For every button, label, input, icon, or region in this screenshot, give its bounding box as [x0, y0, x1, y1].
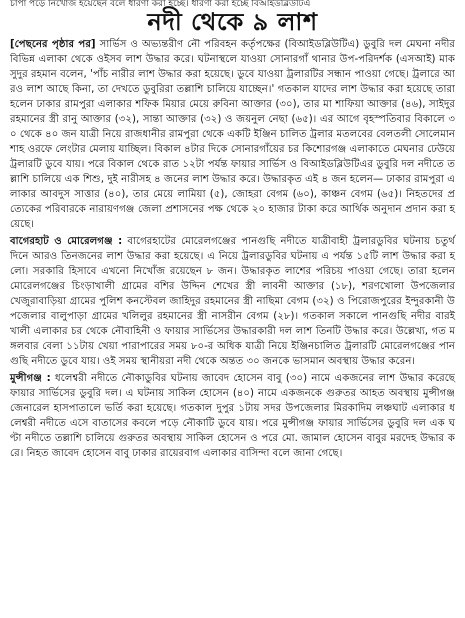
- paragraph-text: ধলেশ্বরী নদীতে নৌকাডুবির ঘটনায় জাবেদ হোসেন বাবু (৩০) নামে একজনের লাশ উদ্ধার করেছে ফায়ার সার্ভিসের ডুবুরি দল। এ ঘটনায় সাকিল হোসেন (৪০) নামে একজনকে গুরুতর আহত অবস্থায় মুন্সীগঞ্জ জেনারেল হাসপাতালে ভর্তি করা হয়েছে। গতকাল দুপুর ১টায় সদর উপজেলার মিরকাদিম লঞ্চঘাট এলাকার ধলেশ্বরী নদীতে এসে বাতাসের কবলে পড়ে নৌকাটি ডুবে যায়। পরে মুন্সীগঞ্জ ফায়ার সার্ভিসের ডুবুরি দল এক ঘণ্টা নদীতে তল্লাশি চালিয়ে গুরুতর অবস্থায় সাকিল হোসেন ও পরে মো. জামাল হোসেন বাবুর মরদেহ উদ্ধার করে। নিহত জাবেদ হোসেন বাবু ঢাকার রায়েরবাগ এলাকার বাসিন্দা বলে জানা গেছে।: [10, 373, 455, 459]
- paragraph-bagerhat: [10, 234, 455, 369]
- paragraph-continued: [10, 37, 455, 232]
- headline: নদী থেকে ৯ লাশ: [147, 8, 318, 36]
- dateline-bagerhat: বাগেরহাট ও মোরেলগঞ্জ :: [10, 236, 123, 247]
- continued-tag: [পেছনের পৃষ্ঠার পর]: [10, 39, 96, 50]
- top-cut-text: চাপা পড়ে নিখোঁজ হয়েছেন বলে ধারণা করা হচ্ছে। ধারণা করা হচ্ছে বিআইডব্লিউটিএ: [10, 0, 311, 7]
- paragraph-munshiganj: [10, 371, 455, 461]
- paragraph-text: বাগেরহাটের মোরেলগঞ্জের পানগুছি নদীতে যাত্রীবাহী ট্রলারডুবির ঘটনায় চতুর্থ দিনে আরও তিনজনের লাশ উদ্ধার করা হয়েছে। এ নিয়ে ট্রলারডুবির ঘটনায় এ পর্যন্ত ১৫টি লাশ উদ্ধার করা হলো। সরকারি হিসাবে এখনো নিখোঁজ রয়েছেন ৮ জন। উদ্ধারকৃত লাশের পরিচয় পাওয়া গেছে। তারা হলেন মোরেলগঞ্জের চিংড়াখালী গ্রামের বশির উদ্দিন শেখের স্ত্রী লাবনী আক্তার (১৮), শরণখোলা উপজেলার খেজুরাবাড়িয়া গ্রামের পুলিশ কনস্টেবল জাহিদুর রহমানের স্ত্রী নাছিমা বেগম (৩২) ও পিরোজপুরের ইন্দুরকানী উপজেলার বালুপাড়া গ্রামের খলিলুর রহমানের স্ত্রী নাসরীন বেগম (২৮)। গতকাল সকালে পানগুছি নদীর বারইখালী এলাকার চর থেকে নৌবাহিনী ও ফায়ার সার্ভিসের উদ্ধারকারী দল লাশ তিনটি উদ্ধার করে। উল্লেখ্য, গত মঙ্গলবার বেলা ১১টায় খেয়া পারাপারের সময় ৮০-র অধিক যাত্রী নিয়ে ইঞ্জিনচালিত ট্রলারটি মোরেলগঞ্জের পানগুছি নদীতে ডুবে যায়। ওই সময় স্থানীয়রা নদী থেকে অন্তত ৩০ জনকে ভাসমান অবস্থায় উদ্ধার করেন।: [10, 236, 456, 367]
- dateline-munshiganj: মুন্সীগঞ্জ :: [10, 373, 51, 384]
- paragraph-text: সার্ভিস ও অভ্যন্তরীণ নৌ পরিবহন কর্তৃপক্ষের (বিআইডব্লিউটিএ) ডুবুরি দল মেঘনা নদীর বিভিন্ন এলাকা থেকে ওইসব লাশ উদ্ধার করে। ঘটনাস্থলে যাওয়া সোনারগাঁ থানার উপ-পরিদর্শক (এসআই) মাকসুদুর রহমান বলেন, 'পাঁচ নারীর লাশ উদ্ধার করা হয়েছে। ডুবে যাওয়া ট্রলারটির সন্ধান পাওয়া গেছে। ট্রলারে আরও লাশ আছে কিনা, তা দেখতে ডুবুরিরা তল্লাশি চালিয়ে যাচ্ছেন।' গতকাল যাদের লাশ উদ্ধার করা হয়েছে তারা হলেন ঢাকার রামপুরা এলাকার শফিক মিয়ার মেয়ে রুবিনা আক্তার (৩০), তার মা শাফিয়া আক্তার (৪৬), সাইদুর রহমানের স্ত্রী রানু আক্তার (৩২), সান্তা আক্তার (৩২) ও জয়নুল নেছা (৬৫)। এর আগে বৃহস্পতিবার বিকালে ৩০ থেকে ৪০ জন যাত্রী নিয়ে রাজধানীর রামপুরা থেকে একটি ইঞ্জিন চালিত ট্রলার মতলবের বেলতলী সোলেমান শাহ ওরফে লেংটার মেলায় যাচ্ছিল। বিকাল ৪টার দিকে সোনারগাঁয়ের চর কিশোরগঞ্জ এলাকাতে মেঘনার ঢেউয়ে ট্রলারটি ডুবে যায়। পরে বিকাল থেকে রাত ১২টা পর্যন্ত ফায়ার সার্ভিস ও বিআইডব্লিউটিএর ডুবুরি দল নদীতে তল্লাশি চালিয়ে এক শিশু, দুই নারীসহ ৪ জনের লাশ উদ্ধার করে। উদ্ধারকৃত এই ৪ জন হলেন— ঢাকার রামপুরা এলাকার আবদুস সাত্তার (৪০), তার মেয়ে লামিয়া (৫), জোহরা বেগম (৬০), কাঞ্চন বেগম (৬৫)। নিহতদের প্রত্যেকের পরিবারকে নারায়ণগঞ্জ জেলা প্রশাসনের পক্ষ থেকে ২০ হাজার টাকা করে আর্থিক অনুদান প্রদান করা হয়েছে।: [10, 39, 455, 230]
